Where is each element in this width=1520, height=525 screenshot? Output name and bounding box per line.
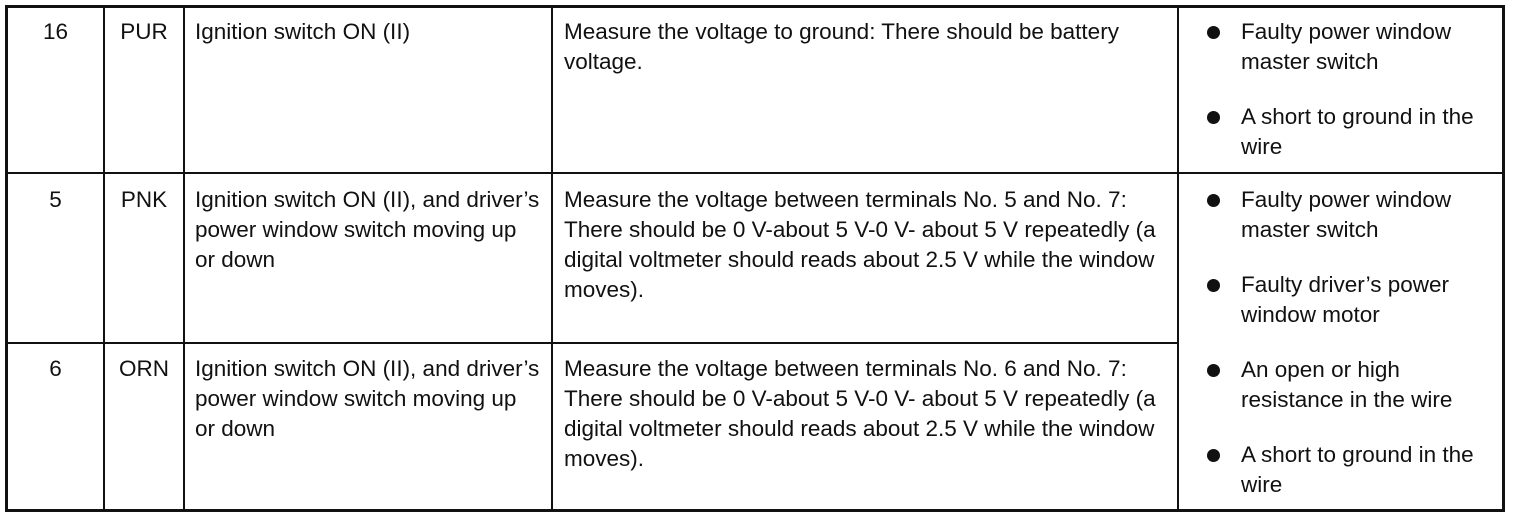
column-divider	[1177, 8, 1179, 509]
pin-number: 5	[49, 187, 62, 212]
cause-item: A short to ground in the wire	[1207, 440, 1497, 500]
test-condition: Ignition switch ON (II), and driver’s power window switch moving up or down	[195, 187, 540, 272]
wire-color: PNK	[120, 187, 168, 212]
test-condition: Ignition switch ON (II)	[195, 19, 411, 44]
measurement-spec: Measure the voltage between terminals No. 5 and No. 7: There should be 0 V-about 5 V-0 V- about 5 V repeatedly (a digital voltmeter should reads about 2.5 V while the window moves).	[564, 187, 1156, 302]
cause-item: Faulty driver’s power window motor	[1207, 270, 1497, 330]
wire-color: PUR	[120, 19, 168, 44]
cause-item: Faulty power window master switch	[1207, 185, 1497, 245]
measurement-spec: Measure the voltage to ground: There should be battery voltage.	[564, 19, 1119, 74]
cause-item: An open or high resistance in the wire	[1207, 355, 1497, 415]
row-divider	[8, 342, 1177, 344]
possible-causes	[1207, 185, 1497, 525]
column-divider	[103, 8, 105, 509]
test-condition: Ignition switch ON (II), and driver’s power window switch moving up or down	[195, 356, 540, 441]
diagnostic-table	[5, 5, 1505, 512]
cause-item: A short to ground in the wire	[1207, 102, 1497, 162]
possible-causes	[1207, 17, 1497, 187]
measurement-spec: Measure the voltage between terminals No. 6 and No. 7: There should be 0 V-about 5 V-0 V- about 5 V repeatedly (a digital voltmeter should reads about 2.5 V while the window moves).	[564, 356, 1156, 471]
cause-item: Faulty power window master switch	[1207, 17, 1497, 77]
column-divider	[551, 8, 553, 509]
column-divider	[183, 8, 185, 509]
pin-number: 16	[42, 19, 69, 44]
pin-number: 6	[49, 356, 62, 381]
wire-color: ORN	[119, 356, 169, 381]
